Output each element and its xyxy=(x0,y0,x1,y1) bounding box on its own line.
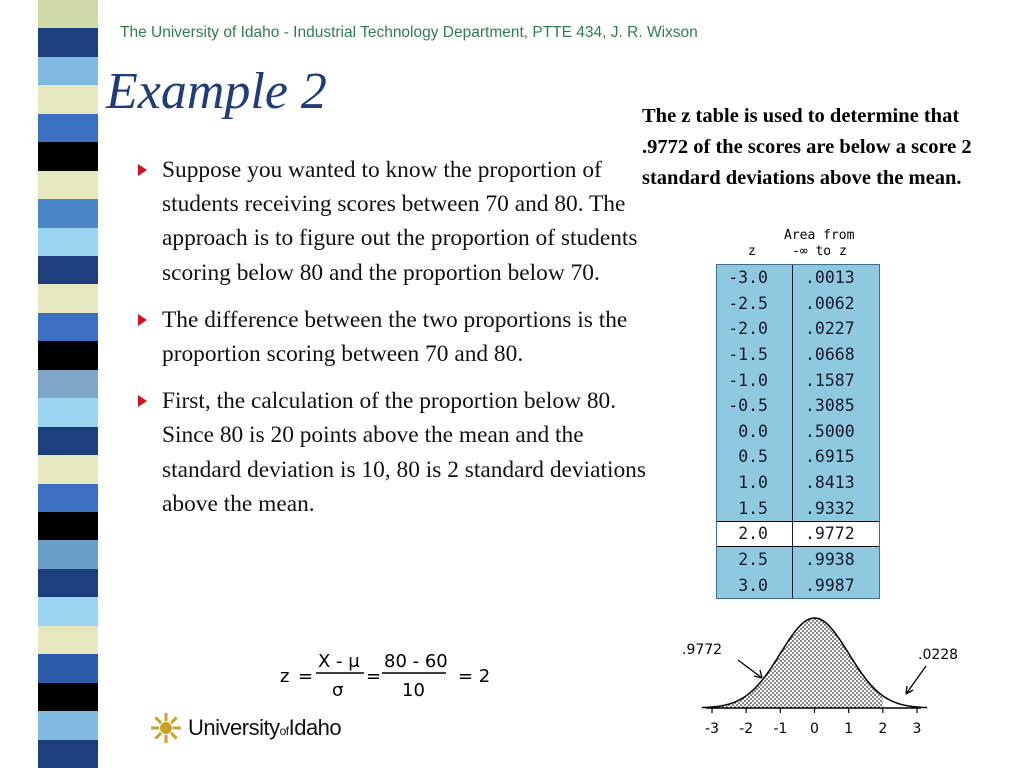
z-formula xyxy=(278,644,508,709)
stripe-block xyxy=(38,57,98,86)
stripe-block xyxy=(38,540,98,569)
formula-eq2: = xyxy=(366,666,382,687)
bullet-arrow-icon xyxy=(138,314,147,326)
z-table-row xyxy=(717,495,879,521)
formula-denominator: σ xyxy=(332,680,344,701)
z-table-header xyxy=(716,228,882,260)
stripe-block xyxy=(38,0,98,29)
area-value: .0227 xyxy=(805,319,855,339)
formula-numerator2: 80 - 60 xyxy=(384,651,448,672)
sun-logo-icon xyxy=(150,712,182,744)
axis-tick-label: 2 xyxy=(878,721,888,737)
stripe-block xyxy=(38,398,98,427)
z-table-row xyxy=(717,291,879,317)
z-value: 1.5 xyxy=(717,495,793,521)
z-table-row xyxy=(717,342,879,368)
z-column-header: z xyxy=(748,244,756,259)
stripe-block xyxy=(38,370,98,399)
axis-tick-label: -3 xyxy=(705,721,719,737)
bullet-item: Suppose you wanted to know the proportion of students receiving scores between 70 and 80. The approach is to figure out the proportion of students scoring below 80 and the proportion below 70. xyxy=(136,153,646,290)
area-value: .0668 xyxy=(805,345,855,365)
university-logo xyxy=(150,712,341,744)
bullet-arrow-icon xyxy=(138,164,147,176)
stripe-block xyxy=(38,171,98,200)
area-value: .1587 xyxy=(805,370,855,390)
stripe-block xyxy=(38,569,98,598)
formula-denominator2: 10 xyxy=(402,680,425,701)
area-value: .9987 xyxy=(805,575,855,595)
stripe-block xyxy=(38,199,98,228)
z-table-row xyxy=(717,470,879,496)
z-table-row xyxy=(717,573,879,599)
z-value: 2.5 xyxy=(717,547,793,573)
formula-eq1: = xyxy=(298,666,314,687)
area-value: .9772 xyxy=(805,524,855,544)
z-table-row xyxy=(717,547,879,573)
stripe-block xyxy=(38,142,98,171)
stripe-block xyxy=(38,597,98,626)
stripe-block xyxy=(38,512,98,541)
stripe-block xyxy=(38,683,98,712)
formula-z: z xyxy=(280,666,290,687)
area-value: .0062 xyxy=(805,293,855,313)
z-value: 1.0 xyxy=(717,470,793,496)
right-area-label: .0228 xyxy=(918,647,959,663)
z-value: -1.5 xyxy=(717,342,793,368)
stripe-block xyxy=(38,313,98,342)
bullet-arrow-icon xyxy=(138,395,147,407)
decorative-stripe xyxy=(38,0,98,768)
area-header-line1: Area from xyxy=(784,228,855,243)
left-margin xyxy=(0,0,38,768)
stripe-block xyxy=(38,427,98,456)
area-value: .8413 xyxy=(805,473,855,493)
z-table-row xyxy=(717,367,879,393)
logo-wordmark: UniversityofIdaho xyxy=(188,715,342,740)
z-table-row xyxy=(717,444,879,470)
axis-tick-label: 0 xyxy=(810,721,819,737)
stripe-block xyxy=(38,740,98,768)
stripe-block xyxy=(38,28,98,57)
z-value: -2.0 xyxy=(717,316,793,342)
axis-tick-label: -1 xyxy=(773,721,788,737)
stripe-block xyxy=(38,484,98,513)
bullet-list xyxy=(136,153,646,534)
stripe-block xyxy=(38,85,98,114)
z-table-note: The z table is used to determine that .9772 of the scores are below a score 2 standard deviations above the mean. xyxy=(642,105,972,189)
area-value: .3085 xyxy=(805,396,855,416)
area-value: .9938 xyxy=(805,550,855,570)
stripe-block xyxy=(38,711,98,740)
area-value: .6915 xyxy=(805,447,855,467)
z-value: 3.0 xyxy=(717,573,793,599)
stripe-block xyxy=(38,114,98,143)
z-value: 0.5 xyxy=(717,444,793,470)
z-table-row xyxy=(717,316,879,342)
left-pointer-arrow xyxy=(738,660,762,678)
z-value: -3.0 xyxy=(717,265,793,291)
area-value: .9332 xyxy=(805,498,855,518)
formula-result: = 2 xyxy=(458,666,491,687)
axis-tick-label: -2 xyxy=(739,721,754,737)
formula-numerator: X - μ xyxy=(318,651,360,672)
shaded-area xyxy=(702,618,883,708)
area-header-line2: -∞ to z xyxy=(792,244,847,259)
stripe-block xyxy=(38,256,98,285)
z-table xyxy=(716,264,880,599)
axis-tick-label: 1 xyxy=(844,721,854,737)
stripe-block xyxy=(38,626,98,655)
z-table-row xyxy=(717,419,879,445)
z-value: -1.0 xyxy=(717,367,793,393)
z-value: -2.5 xyxy=(717,291,793,317)
area-value: .0013 xyxy=(805,268,855,288)
axis-tick-label: 3 xyxy=(912,721,922,737)
z-table-row xyxy=(717,265,879,291)
stripe-block xyxy=(38,455,98,484)
area-value: .5000 xyxy=(805,421,855,441)
bullet-item: The difference between the two proportions is the proportion scoring between 70 and 80. xyxy=(136,303,646,371)
bullet-item: First, the calculation of the proportion below 80. Since 80 is 20 points above the mean and the standard deviation is 10, 80 is 2 standard deviations above the mean. xyxy=(136,384,646,521)
normal-curve-figure xyxy=(676,608,976,748)
z-value: 0.0 xyxy=(717,419,793,445)
z-value: 2.0 xyxy=(717,522,793,546)
z-table-row-highlighted xyxy=(717,521,879,547)
stripe-block xyxy=(38,228,98,257)
stripe-block xyxy=(38,654,98,683)
z-value: -0.5 xyxy=(717,393,793,419)
stripe-block xyxy=(38,284,98,313)
header-text: The University of Idaho - Industrial Technology Department, PTTE 434, J. R. Wixson xyxy=(120,24,698,41)
right-pointer-arrow xyxy=(906,666,926,694)
left-area-label: .9772 xyxy=(682,642,723,658)
z-table-row xyxy=(717,393,879,419)
slide-title: Example 2 xyxy=(106,63,327,120)
stripe-block xyxy=(38,341,98,370)
